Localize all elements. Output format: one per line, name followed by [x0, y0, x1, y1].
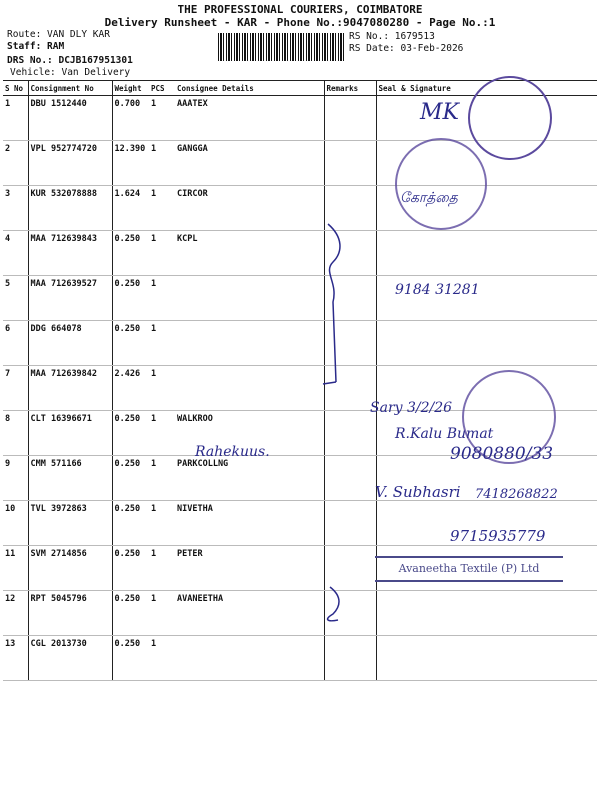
cell-consignment: DDG 664078 — [28, 321, 112, 366]
cell-consignee: WALKROO — [175, 411, 324, 456]
table-row — [3, 321, 597, 366]
cell-weight: 12.390 — [112, 141, 149, 186]
cell-pcs: 1 — [149, 591, 175, 636]
cell-weight: 2.426 — [112, 366, 149, 411]
cell-weight: 0.250 — [112, 231, 149, 276]
cell-pcs: 1 — [149, 411, 175, 456]
handwritten-phone: 9715935779 — [450, 527, 546, 545]
cell-pcs: 1 — [149, 141, 175, 186]
cell-sno: 13 — [3, 636, 28, 681]
cell-pcs: 1 — [149, 96, 175, 141]
cell-consignment: DBU 1512440 — [28, 96, 112, 141]
cell-consignee: AVANEETHA — [175, 591, 324, 636]
company-seal-stamp — [395, 138, 487, 230]
cell-consignment: TVL 3972863 — [28, 501, 112, 546]
cell-consignment: RPT 5045796 — [28, 591, 112, 636]
drs-text: DRS No.: DCJB167951301 — [7, 55, 133, 66]
cell-weight: 1.624 — [112, 186, 149, 231]
staff-text: Staff: RAM — [7, 41, 65, 52]
cell-consignee — [175, 366, 324, 411]
cell-sno: 5 — [3, 276, 28, 321]
cell-consignee: CIRCOR — [175, 186, 324, 231]
cell-weight: 0.250 — [112, 591, 149, 636]
cell-signature — [376, 591, 597, 636]
cell-weight: 0.700 — [112, 96, 149, 141]
cell-consignment: CMM 571166 — [28, 456, 112, 501]
handwritten-phone: 9184 31281 — [395, 282, 480, 298]
company-seal-stamp — [468, 76, 552, 160]
handwritten-name: Rahekuus. — [195, 444, 270, 460]
route-text: Route: VAN DLY KAR — [7, 29, 110, 40]
table-row — [3, 636, 597, 681]
col-consignment: Consignment No — [28, 81, 112, 96]
cell-signature — [376, 636, 597, 681]
handwritten-phone: 9080880/33 — [450, 444, 554, 464]
cell-consignee: GANGGA — [175, 141, 324, 186]
table-row — [3, 231, 597, 276]
rs-date: RS Date: 03-Feb-2026 — [349, 43, 464, 54]
vehicle-text: Vehicle: Van Delivery — [10, 67, 131, 78]
col-sno: S No — [3, 81, 28, 96]
cell-pcs: 1 — [149, 231, 175, 276]
cell-weight: 0.250 — [112, 411, 149, 456]
cell-consignee: PETER — [175, 546, 324, 591]
cell-sno: 12 — [3, 591, 28, 636]
cell-sno: 10 — [3, 501, 28, 546]
cell-sno: 2 — [3, 141, 28, 186]
col-remarks: Remarks — [324, 81, 376, 96]
table-row — [3, 591, 597, 636]
cell-consignee: NIVETHA — [175, 501, 324, 546]
cell-sno: 6 — [3, 321, 28, 366]
cell-signature — [376, 231, 597, 276]
cell-pcs: 1 — [149, 186, 175, 231]
handwritten-signature: Sary 3/2/26 — [370, 400, 453, 416]
avaneetha-stamp: Avaneetha Textile (P) Ltd — [375, 556, 563, 582]
col-signature: Seal & Signature — [376, 81, 597, 96]
cell-sno: 3 — [3, 186, 28, 231]
cell-pcs: 1 — [149, 321, 175, 366]
cell-consignment: MAA 712639527 — [28, 276, 112, 321]
cell-weight: 0.250 — [112, 276, 149, 321]
cell-weight: 0.250 — [112, 501, 149, 546]
col-consignee: Consignee Details — [175, 81, 324, 96]
table-row — [3, 186, 597, 231]
cell-consignee: KCPL — [175, 231, 324, 276]
cell-consignment: CLT 16396671 — [28, 411, 112, 456]
cell-weight: 0.250 — [112, 456, 149, 501]
cell-pcs: 1 — [149, 636, 175, 681]
cell-sno: 1 — [3, 96, 28, 141]
cell-pcs: 1 — [149, 366, 175, 411]
cell-consignee: PARKCOLLNG — [175, 456, 324, 501]
cell-weight: 0.250 — [112, 636, 149, 681]
cell-pcs: 1 — [149, 501, 175, 546]
handwritten-phone: 7418268822 — [475, 487, 558, 502]
barcode-image — [218, 33, 346, 61]
cell-consignee — [175, 321, 324, 366]
cell-sno: 8 — [3, 411, 28, 456]
cell-sno: 9 — [3, 456, 28, 501]
cell-consignment: SVM 2714856 — [28, 546, 112, 591]
remarks-brace-marks — [318, 222, 358, 622]
cell-consignment: VPL 952774720 — [28, 141, 112, 186]
cell-remarks — [324, 141, 376, 186]
cell-consignee: AAATEX — [175, 96, 324, 141]
cell-consignment: MAA 712639843 — [28, 231, 112, 276]
company-title: THE PROFESSIONAL COURIERS, COIMBATORE — [177, 3, 423, 16]
cell-consignee — [175, 636, 324, 681]
cell-consignment: KUR 532078888 — [28, 186, 112, 231]
cell-weight: 0.250 — [112, 321, 149, 366]
col-pcs: PCS — [149, 81, 175, 96]
cell-weight: 0.250 — [112, 546, 149, 591]
cell-consignment: CGL 2013730 — [28, 636, 112, 681]
cell-pcs: 1 — [149, 546, 175, 591]
cell-consignee — [175, 276, 324, 321]
cell-pcs: 1 — [149, 456, 175, 501]
handwritten-signature: R.Kalu Bumat — [395, 426, 494, 442]
runsheet-title: Delivery Runsheet - KAR - Phone No.:9047080280 - Page No.:1 — [104, 16, 496, 29]
cell-sno: 4 — [3, 231, 28, 276]
cell-signature — [376, 321, 597, 366]
cell-remarks — [324, 636, 376, 681]
cell-sno: 7 — [3, 366, 28, 411]
cell-sno: 11 — [3, 546, 28, 591]
rs-number: RS No.: 1679513 — [349, 31, 435, 42]
cell-pcs: 1 — [149, 276, 175, 321]
col-weight: Weight — [112, 81, 149, 96]
signature-mark: MK — [420, 100, 459, 125]
cell-remarks — [324, 96, 376, 141]
handwritten-signature: கோத்தை — [400, 190, 458, 206]
handwritten-signature: V. Subhasri — [375, 483, 461, 501]
cell-consignment: MAA 712639842 — [28, 366, 112, 411]
table-row — [3, 276, 597, 321]
